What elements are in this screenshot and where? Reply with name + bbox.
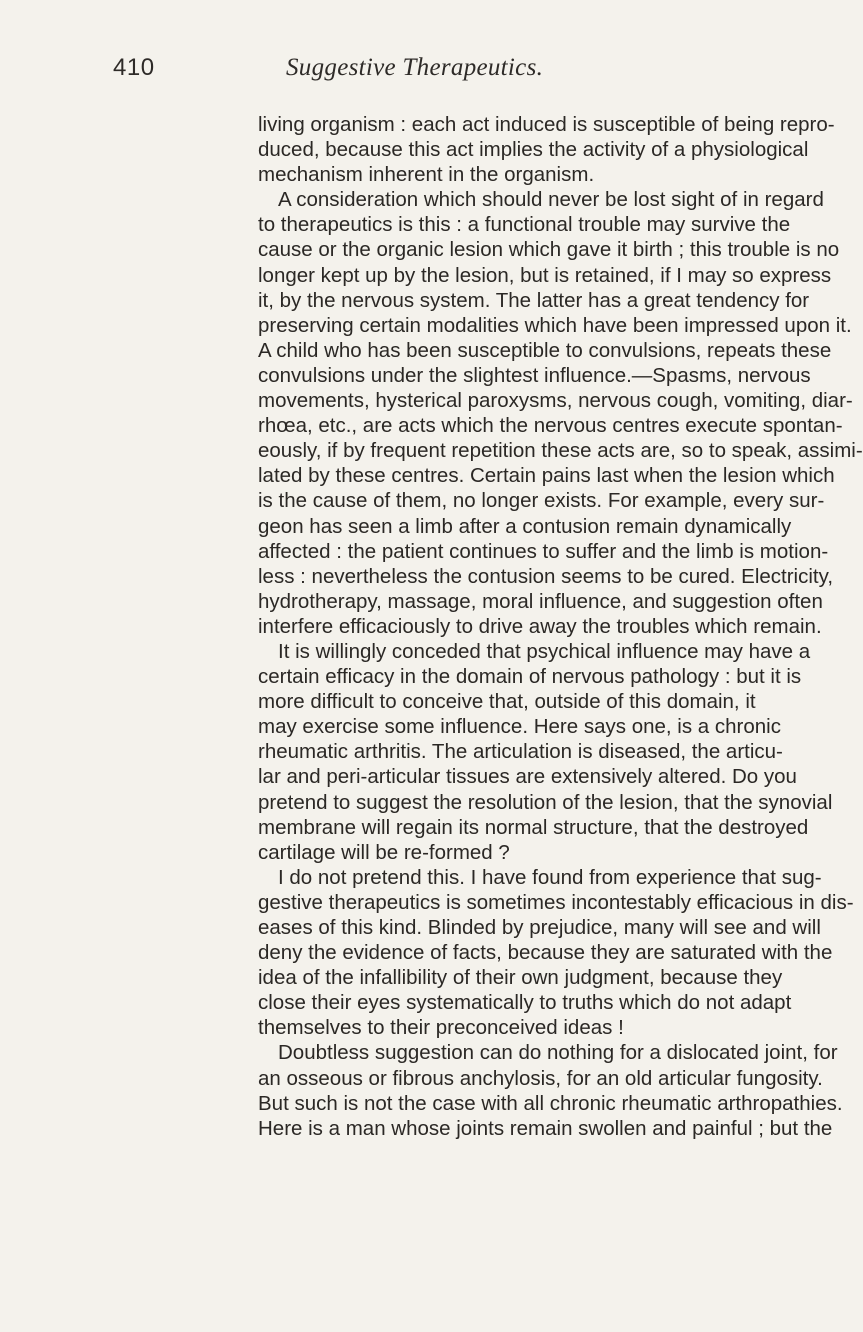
text-line: But such is not the case with all chronic rheumatic arthropathies. [258, 1091, 843, 1115]
text-line: rhœa, etc., are acts which the nervous centres execute spontan- [258, 414, 843, 438]
text-line: geon has seen a limb after a contusion remain dynamically [258, 514, 792, 538]
text-line: longer kept up by the lesion, but is retained, if I may so express [258, 263, 832, 287]
text-line: interfere efficaciously to drive away the troubles which remain. [258, 614, 822, 638]
text-line: deny the evidence of facts, because they are saturated with the [258, 941, 833, 965]
text-line: is the cause of them, no longer exists. For example, every sur- [258, 489, 825, 513]
text-line: duced, because this act implies the activity of a physiological [258, 138, 809, 162]
text-line: preserving certain modalities which have been impressed upon it. [258, 313, 852, 337]
text-line: convulsions under the slightest influence.—Spasms, nervous [258, 363, 811, 387]
text-line: eases of this kind. Blinded by prejudice, many will see and will [258, 916, 821, 939]
text-line: themselves to their preconceived ideas ! [258, 1016, 624, 1040]
text-line: living organism : each act induced is susceptible of being repro- [258, 113, 835, 136]
text-line: may exercise some influence. Here says one, is a chronic [258, 715, 781, 739]
body-text [258, 112, 863, 1141]
text-line: mechanism inherent in the organism. [258, 163, 595, 187]
text-line: lar and peri-articular tissues are extensively altered. Do you [258, 765, 797, 789]
text-line: close their eyes systematically to truths which do not adapt [258, 991, 792, 1015]
text-line: Here is a man whose joints remain swollen and painful ; but the [258, 1116, 833, 1140]
text-line: It is willingly conceded that psychical influence may have a [278, 639, 811, 663]
text-line: pretend to suggest the resolution of the lesion, that the synovial [258, 790, 833, 814]
text-line: less : nevertheless the contusion seems to be cured. Electricity, [258, 564, 834, 588]
text-line: Doubtless suggestion can do nothing for a dislocated joint, for [278, 1041, 838, 1065]
text-line: rheumatic arthritis. The articulation is diseased, the articu- [258, 740, 783, 764]
text-line: lated by these centres. Certain pains last when the lesion which [258, 464, 835, 488]
text-line: movements, hysterical paroxysms, nervous cough, vomiting, diar- [258, 389, 853, 413]
text-line: A consideration which should never be lost sight of in regard [278, 188, 824, 212]
text-line: I do not pretend this. I have found from experience that sug- [278, 865, 822, 889]
text-line: it, by the nervous system. The latter has a great tendency for [258, 288, 810, 312]
text-line: affected : the patient continues to suffer and the limb is motion- [258, 539, 829, 563]
text-line: gestive therapeutics is sometimes incontestably efficacious in dis- [258, 890, 854, 914]
text-line: A child who has been susceptible to convulsions, repeats these [258, 338, 832, 362]
text-line: eously, if by frequent repetition these acts are, so to speak, assimi- [258, 439, 863, 463]
running-title: Suggestive Therapeutics. [286, 54, 544, 81]
page-number: 410 [113, 54, 155, 81]
text-line: membrane will regain its normal structure, that the destroyed [258, 815, 809, 839]
text-line: idea of the infallibility of their own judgment, because they [258, 966, 783, 990]
text-line: cause or the organic lesion which gave it birth ; this trouble is no [258, 238, 840, 262]
text-line: to therapeutics is this : a functional trouble may survive the [258, 213, 791, 237]
text-line: cartilage will be re-formed ? [258, 840, 510, 864]
text-line: an osseous or fibrous anchylosis, for an old articular fungosity. [258, 1066, 823, 1090]
text-line: more difficult to conceive that, outside of this domain, it [258, 690, 756, 714]
text-line: hydrotherapy, massage, moral influence, and suggestion often [258, 589, 823, 613]
running-head [113, 54, 733, 94]
text-line: certain efficacy in the domain of nervous pathology : but it is [258, 665, 802, 689]
